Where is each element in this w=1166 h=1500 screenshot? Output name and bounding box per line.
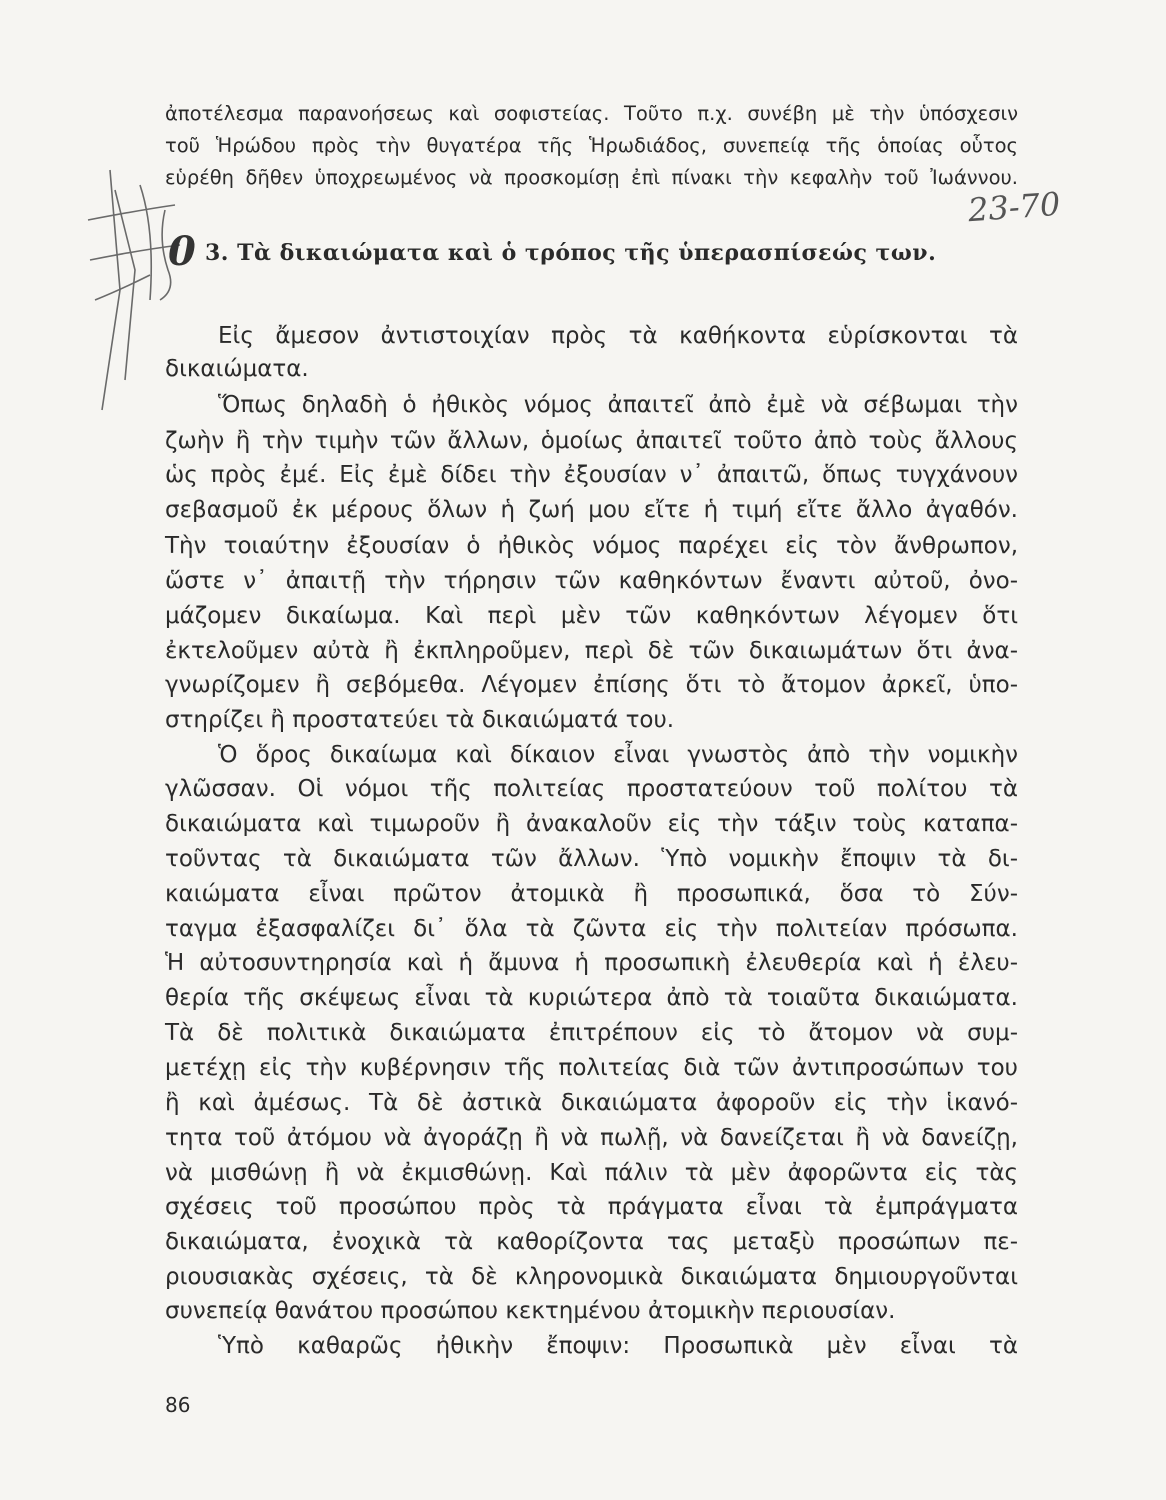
section-heading: 3. Τὰ δικαιώματα καὶ ὁ τρόπος τῆς ὑπερασπίσεώς των. — [205, 240, 937, 266]
body-line: Ὑπὸ καθαρῶς ἠθικὴν ἔποψιν: Προσωπικὰ μὲν εἶναι τὰ — [218, 1333, 1018, 1359]
body-line: Ἡ αὐτοσυντηρησία καὶ ἡ ἄμυνα ἡ προσωπικὴ ἐλευθερία καὶ ἡ ἐλευ- — [165, 950, 1018, 976]
page-number: 86 — [165, 1393, 191, 1417]
body-line: Τὴν τοιαύτην ἐξουσίαν ὁ ἠθικὸς νόμος παρέχει εἰς τὸν ἄνθρωπον, — [165, 533, 1018, 559]
body-line: τητα τοῦ ἀτόμου νὰ ἀγοράζῃ ἢ νὰ πωλῇ, νὰ δανείζεται ἢ νὰ δανείζῃ, — [165, 1125, 1018, 1151]
body-line: ριουσιακὰς σχέσεις, τὰ δὲ κληρονομικὰ δικαιώματα δημιουργοῦνται — [165, 1264, 1018, 1290]
body-line: καιώματα εἶναι πρῶτον ἀτομικὰ ἢ προσωπικά, ὅσα τὸ Σύν- — [165, 881, 1018, 907]
body-line: Εἰς ἄμεσον ἀντιστοιχίαν πρὸς τὰ καθήκοντα εὑρίσκονται τὰ — [218, 323, 1018, 349]
body-line: Ὅπως δηλαδὴ ὁ ἠθικὸς νόμος ἀπαιτεῖ ἀπὸ ἐμὲ νὰ σέβωμαι τὴν — [218, 392, 1018, 418]
body-line: γνωρίζομεν ἢ σεβόμεθα. Λέγομεν ἐπίσης ὅτι τὸ ἄτομον ἀρκεῖ, ὑπο- — [165, 672, 1018, 698]
body-line: γλῶσσαν. Οἱ νόμοι τῆς πολιτείας προστατεύουν τοῦ πολίτου τὰ — [165, 776, 1018, 802]
body-line: δικαιώματα. — [165, 356, 309, 382]
body-line: μάζομεν δικαίωμα. Καὶ περὶ μὲν τῶν καθηκόντων λέγομεν ὅτι — [165, 603, 1018, 629]
body-line: σχέσεις τοῦ προσώπου πρὸς τὰ πράγματα εἶναι τὰ ἐμπράγματα — [165, 1194, 1018, 1220]
body-line: νὰ μισθώνῃ ἢ νὰ ἐκμισθώνῃ. Καὶ πάλιν τὰ μὲν ἀφορῶντα εἰς τὰς — [165, 1160, 1018, 1186]
intro-line: εὑρέθη δῆθεν ὑποχρεωμένος νὰ προσκομίσῃ ἐπὶ πίνακι τὴν κεφαλὴν τοῦ Ἰωάννου. — [165, 166, 1018, 189]
intro-line: ἀποτέλεσμα παρανοήσεως καὶ σοφιστείας. Τοῦτο π.χ. συνέβη μὲ τὴν ὑπόσχεσιν — [165, 102, 1018, 125]
body-line: ἐκτελοῦμεν αὐτὰ ἢ ἐκπληροῦμεν, περὶ δὲ τῶν δικαιωμάτων ὅτι ἀνα- — [165, 638, 1018, 664]
body-line: ὥστε ν᾿ ἀπαιτῇ τὴν τήρησιν τῶν καθηκόντων ἔναντι αὐτοῦ, ὀνο- — [165, 568, 1018, 594]
body-line: θερία τῆς σκέψεως εἶναι τὰ κυριώτερα ἀπὸ τὰ τοιαῦτα δικαιώματα. — [165, 985, 1018, 1011]
body-line: ἢ καὶ ἀμέσως. Τὰ δὲ ἀστικὰ δικαιώματα ἀφοροῦν εἰς τὴν ἱκανό- — [165, 1090, 1018, 1116]
intro-line: τοῦ Ἡρώδου πρὸς τὴν θυγατέρα τῆς Ἡρωδιάδος, συνεπείᾳ τῆς ὁποίας οὗτος — [165, 134, 1018, 157]
handwritten-note: 23-70 — [966, 184, 1062, 230]
body-line: ὡς πρὸς ἐμέ. Εἰς ἐμὲ δίδει τὴν ἐξουσίαν ν᾿ ἀπαιτῶ, ὅπως τυγχάνουν — [165, 462, 1018, 488]
body-line: Ὁ ὅρος δικαίωμα καὶ δίκαιον εἶναι γνωστὸς ἀπὸ τὴν νομικὴν — [218, 742, 1018, 768]
body-line: μετέχῃ εἰς τὴν κυβέρνησιν τῆς πολιτείας διὰ τῶν ἀντιπροσώπων του — [165, 1055, 1018, 1081]
body-line: στηρίζει ἢ προστατεύει τὰ δικαιώματά του. — [165, 707, 675, 733]
body-line: ταγμα ἐξασφαλίζει δι᾿ ὅλα τὰ ζῶντα εἰς τὴν πολιτείαν πρόσωπα. — [165, 916, 1018, 942]
body-line: ζωὴν ἢ τὴν τιμὴν τῶν ἄλλων, ὁμοίως ἀπαιτεῖ τοῦτο ἀπὸ τοὺς ἄλλους — [165, 428, 1018, 454]
body-line: δικαιώματα καὶ τιμωροῦν ἢ ἀνακαλοῦν εἰς τὴν τάξιν τοὺς καταπα- — [165, 811, 1018, 837]
margin-scribble-icon — [80, 150, 190, 430]
body-line: συνεπείᾳ θανάτου προσώπου κεκτημένου ἀτομικὴν περιουσίαν. — [165, 1298, 896, 1324]
margin-mark: 0 — [168, 228, 196, 275]
body-line: τοῦντας τὰ δικαιώματα τῶν ἄλλων. Ὑπὸ νομικὴν ἔποψιν τὰ δι- — [165, 846, 1018, 872]
body-line: δικαιώματα, ἐνοχικὰ τὰ καθορίζοντα τας μεταξὺ προσώπων πε- — [165, 1229, 1018, 1255]
body-line: Τὰ δὲ πολιτικὰ δικαιώματα ἐπιτρέπουν εἰς τὸ ἄτομον νὰ συμ- — [165, 1020, 1018, 1046]
body-line: σεβασμοῦ ἐκ μέρους ὅλων ἡ ζωή μου εἴτε ἡ τιμή εἴτε ἄλλο ἀγαθόν. — [165, 497, 1018, 523]
